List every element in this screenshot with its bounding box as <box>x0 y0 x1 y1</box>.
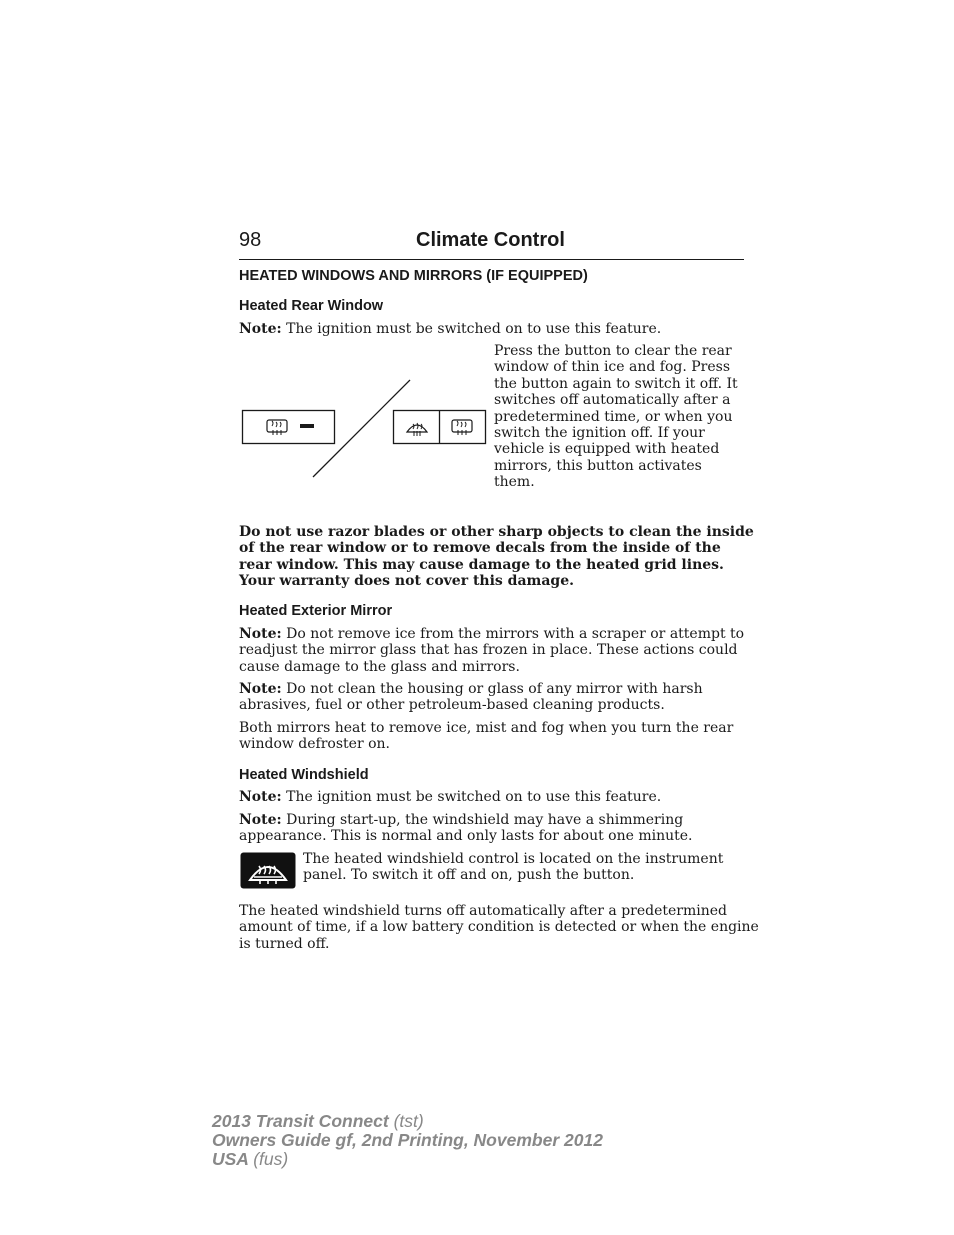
note-label: Note: <box>239 321 282 337</box>
chapter-title: Climate Control <box>416 229 565 251</box>
text-line: of the rear window or to remove decals from the inside of the <box>239 540 721 557</box>
page-number: 98 <box>239 229 262 251</box>
footer-printing: Owners Guide gf, 2nd Printing, November 2012 <box>212 1130 603 1150</box>
windshield-icon-text <box>303 851 723 884</box>
text-line: switch the ignition off. If your <box>494 425 705 442</box>
mirror-body <box>239 720 733 753</box>
text-line: appearance. This is normal and only lasts for about one minute. <box>239 828 693 845</box>
text-line: cause damage to the glass and mirrors. <box>239 658 520 675</box>
heading-heated-rear-window: Heated Rear Window <box>239 298 384 314</box>
rear-defrost-illustration <box>240 378 490 480</box>
section-title: HEATED WINDOWS AND MIRRORS (IF EQUIPPED) <box>239 268 588 284</box>
text-line: Do not remove ice from the mirrors with a scraper or attempt to <box>286 626 745 642</box>
heading-heated-windshield: Heated Windshield <box>239 767 369 783</box>
rear-window-warning <box>239 524 754 590</box>
text-line: rear window. This may cause damage to the heated grid lines. <box>239 556 724 573</box>
mirror-note-1 <box>239 626 744 675</box>
text-line: Do not clean the housing or glass of any mirror with harsh <box>286 681 703 697</box>
header-rule <box>239 259 744 260</box>
text-line: Your warranty does not cover this damage. <box>239 573 574 590</box>
rear-window-description <box>494 343 744 491</box>
text-line: The heated windshield control is located on the instrument <box>303 851 724 867</box>
text-line: abrasives, fuel or other petroleum-based cleaning products. <box>239 697 665 714</box>
text-line: window defroster on. <box>239 736 390 753</box>
windshield-note-2 <box>239 812 693 845</box>
text-line: window of thin ice and fog. Press <box>494 359 731 376</box>
text-line: The heated windshield turns off automatically after a predetermined <box>239 903 727 919</box>
text-line: predetermined time, or when you <box>494 408 733 425</box>
heading-heated-exterior-mirror: Heated Exterior Mirror <box>239 603 393 619</box>
note-label: Note: <box>239 626 282 642</box>
text-line: mirrors, this button activates them. <box>494 457 702 491</box>
note-text: The ignition must be switched on to use this feature. <box>286 321 662 337</box>
text-line: During start-up, the windshield may have a shimmering <box>286 812 684 828</box>
footer-market-code: (fus) <box>253 1149 289 1169</box>
text-line: panel. To switch it off and on, push the button. <box>303 867 635 884</box>
footer-market: USA <box>212 1149 249 1169</box>
note-text: The ignition must be switched on to use this feature. <box>286 789 662 805</box>
footer <box>212 1112 603 1169</box>
text-line: Press the button to clear the rear <box>494 343 732 359</box>
text-line: amount of time, if a low battery condition is detected or when the engine <box>239 919 759 936</box>
text-line: vehicle is equipped with heated <box>494 441 720 458</box>
text-line: Both mirrors heat to remove ice, mist and fog when you turn the rear <box>239 720 734 736</box>
windshield-body <box>239 903 759 952</box>
heated-windshield-icon <box>240 852 296 889</box>
footer-model: 2013 Transit Connect <box>212 1111 389 1131</box>
windshield-note-1 <box>239 789 661 805</box>
note-label: Note: <box>239 789 282 805</box>
rear-window-note <box>239 321 661 337</box>
indicator-light <box>300 424 314 428</box>
footer-model-code: (tst) <box>393 1111 424 1131</box>
text-line: switches off automatically after a <box>494 392 731 409</box>
mirror-note-2 <box>239 681 703 714</box>
text-line: readjust the mirror glass that has frozen in place. These actions could <box>239 642 738 659</box>
text-line: is turned off. <box>239 935 330 952</box>
defrost-button-panel-left <box>243 411 335 444</box>
text-line: Do not use razor blades or other sharp objects to clean the inside <box>239 524 754 540</box>
note-label: Note: <box>239 812 282 828</box>
note-label: Note: <box>239 681 282 697</box>
text-line: the button again to switch it off. It <box>494 375 738 392</box>
